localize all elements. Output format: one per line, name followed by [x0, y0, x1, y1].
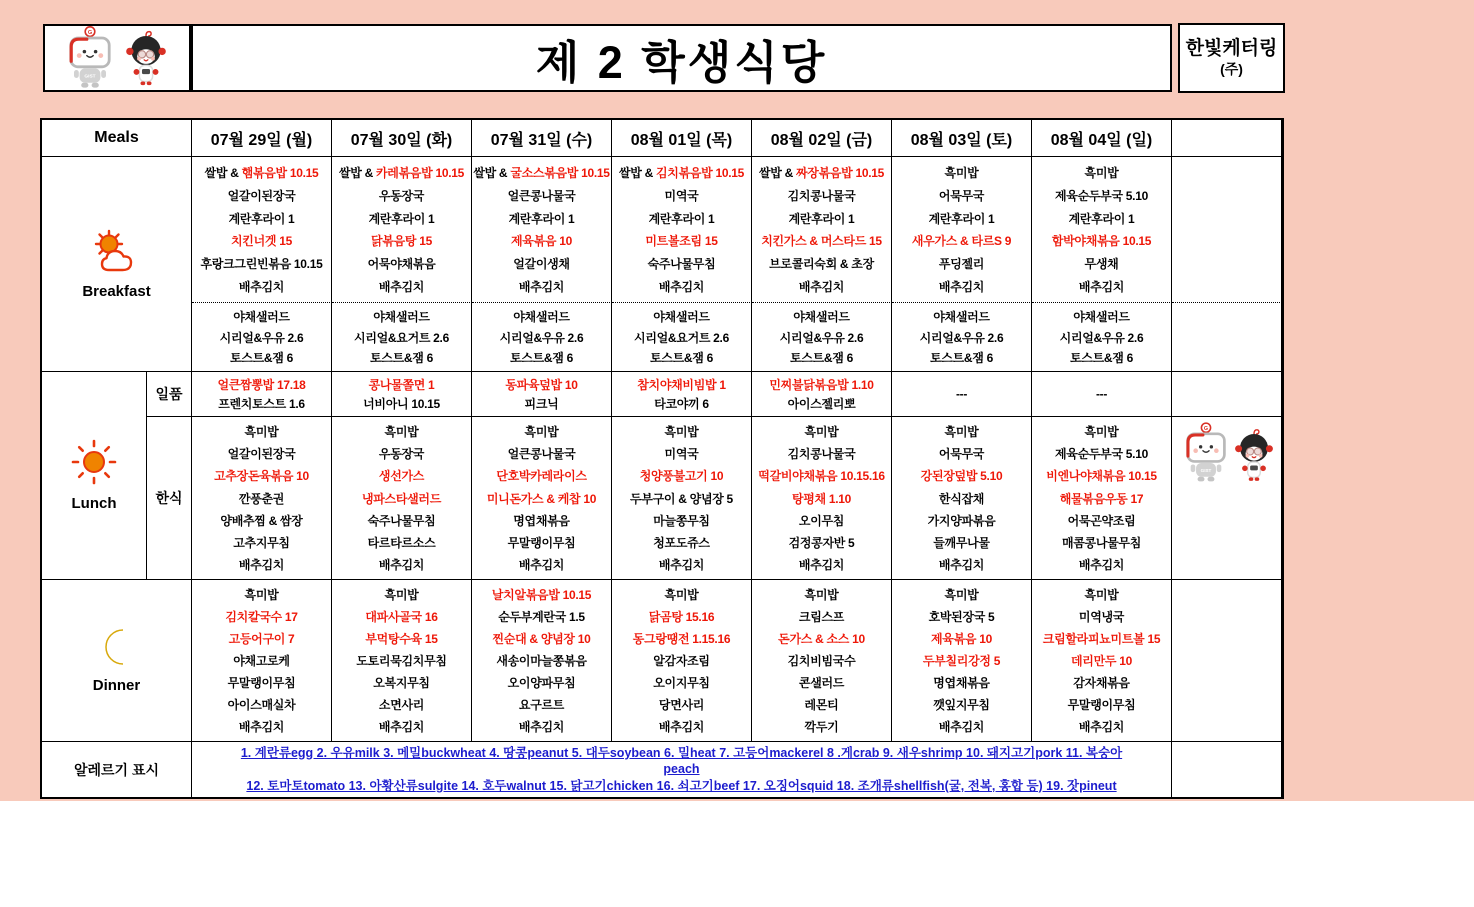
breakfast-top-cell — [892, 157, 1032, 303]
menu-item: 깍두기 — [804, 720, 839, 734]
menu-item: 흑미밥 — [244, 425, 279, 440]
menu-item: 야채샐러드 — [373, 309, 430, 324]
meals-header: Meals — [42, 120, 192, 157]
menu-item: 숙주나물무침 — [367, 513, 436, 528]
lunch-ilpum-cell — [472, 372, 612, 417]
day-header: 07월 31일 (수) — [472, 120, 612, 157]
menu-item: 고추지무침 — [233, 535, 290, 550]
menu-item: 오이지무침 — [653, 676, 710, 690]
menu-item: 찐순대 & 양념장 10 — [492, 632, 591, 646]
menu-item: 쌀밥 & 굴소스볶음밥 10.15 — [473, 165, 610, 180]
lunch-hansik-cell — [612, 417, 752, 580]
breakfast-bottom-cell — [472, 303, 612, 372]
menu-item: 소면사리 — [378, 698, 425, 712]
menu-item: 미니돈가스 & 케찹 10 — [486, 491, 597, 506]
menu-item: 깻잎지무침 — [933, 698, 990, 712]
ilpum-label: 일품 — [147, 372, 192, 417]
menu-item: 제육순두부국 5.10 — [1055, 188, 1148, 203]
menu-item: 크림스프 — [798, 610, 845, 624]
menu-item: --- — [955, 387, 968, 401]
menu-item: 김치칼국수 17 — [225, 610, 298, 624]
menu-item: 양배추찜 & 쌈장 — [220, 513, 303, 528]
menu-item: 푸딩젤리 — [938, 257, 985, 272]
menu-item: 어묵무국 — [938, 447, 985, 462]
menu-item: 토스트&잼 6 — [230, 351, 293, 366]
svg-text:G: G — [87, 30, 93, 36]
menu-item: 야채샐러드 — [513, 309, 570, 324]
menu-item: 프렌치토스트 1.6 — [218, 397, 305, 412]
menu-item: 알감자조림 — [653, 654, 710, 668]
menu-item: 토스트&잼 6 — [790, 351, 853, 366]
menu-item: 생선가스 — [378, 469, 425, 484]
menu-item: 미트볼조림 15 — [645, 234, 718, 249]
menu-item: 오이무침 — [798, 513, 845, 528]
menu-item: 계란후라이 1 — [648, 211, 715, 226]
menu-item: 흑미밥 — [244, 588, 279, 602]
allergy-line: 1. 계란류egg 2. 우유milk 3. 메밀buckwheat 4. 땅콩peanut 5. 대두soybean 6. 밀heat 7. 고등어mackerel 8 .게crab 9. 새우shrimp 10. 돼지고기pork 11. 복숭아 — [240, 745, 1123, 760]
allergy-label: 알레르기 표시 — [42, 742, 192, 797]
menu-item: 계란후라이 1 — [788, 211, 855, 226]
menu-item: 순두부계란국 1.5 — [498, 610, 585, 624]
breakfast-top-cell — [1032, 157, 1172, 303]
menu-item: 타코야끼 6 — [654, 397, 709, 412]
menu-item: 배추김치 — [938, 720, 985, 734]
menu-item: 계란후라이 1 — [368, 211, 435, 226]
menu-item: 배추김치 — [798, 280, 845, 295]
menu-item: 시리얼&요거트 2.6 — [354, 330, 449, 345]
menu-item: 시리얼&우유 2.6 — [219, 330, 304, 345]
breakfast-bottom-cell — [892, 303, 1032, 372]
menu-item: 얼갈이된장국 — [227, 447, 296, 462]
menu-item: 치킨너겟 15 — [231, 234, 292, 249]
menu-item: 배추김치 — [238, 557, 285, 572]
menu-item: 토스트&잼 6 — [1070, 351, 1133, 366]
menu-item: 배추김치 — [1078, 280, 1125, 295]
menu-item: 우동장국 — [378, 447, 425, 462]
menu-item: 배추김치 — [378, 720, 425, 734]
menu-item: 대파사골국 16 — [365, 610, 438, 624]
breakfast-top-cell — [472, 157, 612, 303]
menu-item: 계란후라이 1 — [1068, 211, 1135, 226]
menu-item: 후랑크그린빈볶음 10.15 — [200, 257, 323, 272]
menu-item: 제육볶음 10 — [931, 632, 992, 646]
menu-item: 배추김치 — [518, 280, 565, 295]
sun-behind-cloud-icon — [91, 229, 143, 273]
girl-mascot-icon — [124, 27, 168, 89]
empty-cell — [1172, 580, 1282, 742]
menu-item: 토스트&잼 6 — [650, 351, 713, 366]
day-header: 07월 29일 (월) — [192, 120, 332, 157]
breakfast-top-cell — [192, 157, 332, 303]
menu-item: 얼큰콩나물국 — [507, 188, 576, 203]
menu-item: 치킨가스 & 머스타드 15 — [761, 234, 882, 249]
menu-item: 야채샐러드 — [653, 309, 710, 324]
menu-item: 얼갈이된장국 — [227, 188, 296, 203]
menu-item: 너비아니 10.15 — [363, 397, 440, 412]
lunch-label: Lunch — [71, 495, 117, 512]
hansik-label: 한식 — [147, 417, 192, 580]
menu-item: 가지양파볶음 — [927, 513, 996, 528]
breakfast-bottom-cell — [332, 303, 472, 372]
menu-item: 참치야채비빔밥 1 — [637, 377, 726, 392]
menu-item: 오복지무침 — [373, 676, 430, 690]
menu-item: 새우가스 & 타르S 9 — [911, 234, 1012, 249]
menu-item: 토스트&잼 6 — [370, 351, 433, 366]
svg-text:GIST: GIST — [84, 74, 96, 80]
breakfast-bottom-cell — [192, 303, 332, 372]
menu-item: 토스트&잼 6 — [930, 351, 993, 366]
menu-item: 배추김치 — [238, 280, 285, 295]
menu-item: 어묵야채볶음 — [367, 257, 436, 272]
lunch-hansik-cell — [472, 417, 612, 580]
logo-box — [43, 24, 191, 92]
menu-item: 부먹탕수육 15 — [365, 632, 438, 646]
menu-item: 배추김치 — [1078, 720, 1125, 734]
vendor-suffix: (주) — [1220, 61, 1243, 78]
lunch-hansik-cell — [192, 417, 332, 580]
menu-item: 우동장국 — [378, 188, 425, 203]
breakfast-label: Breakfast — [82, 282, 151, 300]
vendor-name: 한빛케터링 — [1185, 38, 1278, 60]
dinner-label-cell — [42, 580, 192, 742]
breakfast-top-cell — [332, 157, 472, 303]
menu-item: 야채샐러드 — [1073, 309, 1130, 324]
dinner-cell — [192, 580, 332, 742]
menu-item: 요구르트 — [518, 698, 565, 712]
menu-item: 배추김치 — [658, 557, 705, 572]
menu-item: 타르타르소스 — [367, 535, 436, 550]
lunch-ilpum-cell — [892, 372, 1032, 417]
menu-item: 쌀밥 & 햄볶음밥 10.15 — [204, 165, 319, 180]
lunch-hansik-cell — [752, 417, 892, 580]
menu-item: 얼갈이생채 — [513, 257, 570, 272]
menu-item: 배추김치 — [938, 557, 985, 572]
menu-item: 고등어구이 7 — [228, 632, 295, 646]
menu-item: 돈가스 & 소스 10 — [778, 632, 865, 646]
menu-item: 도토리묵김치무침 — [356, 654, 447, 668]
day-header: 07월 30일 (화) — [332, 120, 472, 157]
menu-item: 청양풍불고기 10 — [639, 469, 724, 484]
dinner-cell — [472, 580, 612, 742]
menu-item: 떡갈비야채볶음 10.15.16 — [758, 469, 885, 484]
menu-item: 배추김치 — [378, 280, 425, 295]
menu-item: 계란후라이 1 — [928, 211, 995, 226]
menu-item: 명엽채볶음 — [933, 676, 990, 690]
menu-item: 들깨무나물 — [933, 535, 990, 550]
menu-item: 쌀밥 & 짜장볶음밥 10.15 — [758, 165, 885, 180]
allergy-info — [192, 742, 1172, 797]
menu-item: 김치콩나물국 — [787, 447, 856, 462]
menu-item: 어묵무국 — [938, 188, 985, 203]
menu-item: 얼큰콩나물국 — [507, 447, 576, 462]
robot-mascot-icon — [1183, 422, 1229, 484]
menu-item: 야채고로케 — [233, 654, 290, 668]
crescent-moon-icon — [97, 627, 137, 667]
menu-item: 고추장돈육볶음 10 — [214, 469, 309, 484]
menu-item: 흑미밥 — [1084, 165, 1119, 180]
day-header: 08월 01일 (목) — [612, 120, 752, 157]
menu-item: 야채샐러드 — [793, 309, 850, 324]
breakfast-bottom-cell — [752, 303, 892, 372]
robot-mascot-icon — [66, 25, 114, 91]
svg-text:G: G — [1203, 426, 1209, 432]
menu-item: 김치콩나물국 — [787, 188, 856, 203]
menu-item: 제육순두부국 5.10 — [1055, 447, 1148, 462]
menu-item: 크림할라피뇨미트볼 15 — [1042, 632, 1161, 646]
menu-item: 닭볶음탕 15 — [371, 234, 432, 249]
breakfast-bottom-cell — [1032, 303, 1172, 372]
lunch-hansik-cell — [1032, 417, 1172, 580]
empty-cell — [1172, 120, 1282, 157]
allergy-line: 12. 토마토tomato 13. 아황산류sulgite 14. 호두walnut 15. 닭고기chicken 16. 쇠고기beef 17. 오징어squid 18. 조개류shellfish(굴, 전복, 홍합 등) 19. 잣pineut — [246, 778, 1117, 793]
menu-item: 흑미밥 — [1084, 588, 1119, 602]
empty-cell — [1172, 742, 1282, 797]
menu-item: 매콤콩나물무침 — [1061, 535, 1142, 550]
menu-item: 시리얼&우유 2.6 — [499, 330, 584, 345]
menu-item: --- — [1095, 387, 1108, 401]
menu-item: 배추김치 — [1078, 557, 1125, 572]
menu-item: 비엔나야채볶음 10.15 — [1046, 469, 1157, 484]
menu-item: 배추김치 — [658, 720, 705, 734]
menu-item: 배추김치 — [518, 557, 565, 572]
breakfast-bottom-cell — [612, 303, 752, 372]
menu-item: 흑미밥 — [664, 425, 699, 440]
menu-item: 콘샐러드 — [798, 676, 845, 690]
menu-item: 토스트&잼 6 — [510, 351, 573, 366]
title-box — [191, 24, 1172, 92]
menu-item: 피크닉 — [524, 397, 559, 412]
menu-item: 닭곰탕 15.16 — [648, 610, 715, 624]
menu-item: 브로콜리숙회 & 초장 — [769, 257, 874, 272]
lunch-ilpum-cell — [752, 372, 892, 417]
menu-item: 시리얼&우유 2.6 — [779, 330, 864, 345]
menu-item: 동파육덮밥 10 — [505, 377, 578, 392]
side-mascots — [1183, 422, 1275, 484]
lunch-hansik-cell — [892, 417, 1032, 580]
menu-item: 얼큰짬뽕밥 17.18 — [217, 377, 306, 392]
menu-item: 흑미밥 — [524, 425, 559, 440]
lunch-hansik-cell — [332, 417, 472, 580]
menu-item: 쌀밥 & 카레볶음밥 10.15 — [338, 165, 465, 180]
lunch-ilpum-cell — [332, 372, 472, 417]
menu-item: 숙주나물무침 — [647, 257, 716, 272]
menu-item: 배추김치 — [658, 280, 705, 295]
dinner-cell — [332, 580, 472, 742]
menu-item: 호박된장국 5 — [928, 610, 995, 624]
menu-item: 계란후라이 1 — [228, 211, 295, 226]
breakfast-label-cell — [42, 157, 192, 372]
menu-item: 흑미밥 — [944, 588, 979, 602]
day-header: 08월 02일 (금) — [752, 120, 892, 157]
menu-item: 미역냉국 — [1078, 610, 1125, 624]
menu-item: 강된장덮밥 5.10 — [920, 469, 1003, 484]
menu-item: 한식잡채 — [938, 491, 985, 506]
menu-item: 무말랭이무침 — [1067, 698, 1136, 712]
menu-item: 해물볶음우동 17 — [1059, 491, 1144, 506]
empty-cell — [1172, 157, 1282, 303]
menu-item: 시리얼&우유 2.6 — [1059, 330, 1144, 345]
dinner-cell — [1032, 580, 1172, 742]
lunch-ilpum-cell — [192, 372, 332, 417]
girl-mascot-icon — [1233, 426, 1275, 484]
menu-item: 무말랭이무침 — [227, 676, 296, 690]
menu-item: 새송이마늘쫑볶음 — [496, 654, 587, 668]
menu-item: 야채샐러드 — [233, 309, 290, 324]
sun-icon — [71, 439, 117, 485]
menu-item: 김치비빔국수 — [787, 654, 856, 668]
menu-item: 당면사리 — [658, 698, 705, 712]
menu-item: 제육볶음 10 — [511, 234, 572, 249]
menu-item: 데리만두 10 — [1071, 654, 1132, 668]
menu-item: 청포도쥬스 — [653, 535, 710, 550]
page-title: 제 2 학생식당 — [535, 36, 828, 88]
menu-table — [40, 118, 1284, 799]
lunch-label-cell — [42, 372, 147, 580]
menu-item: 명엽채볶음 — [513, 513, 570, 528]
menu-item: 두부구이 & 양념장 5 — [630, 491, 733, 506]
menu-item: 두부칠리강정 5 — [922, 654, 1001, 668]
empty-cell — [1172, 372, 1282, 417]
menu-item: 배추김치 — [518, 720, 565, 734]
menu-item: 흑미밥 — [944, 165, 979, 180]
lunch-ilpum-cell — [1032, 372, 1172, 417]
menu-item: 함박야채볶음 10.15 — [1051, 234, 1152, 249]
menu-item: 흑미밥 — [804, 425, 839, 440]
menu-item: 배추김치 — [938, 280, 985, 295]
menu-item: 아이스매실차 — [227, 698, 296, 712]
menu-item: 미역국 — [664, 447, 699, 462]
empty-cell — [1172, 303, 1282, 372]
menu-item: 흑미밥 — [384, 588, 419, 602]
menu-item: 흑미밥 — [384, 425, 419, 440]
day-header: 08월 04일 (일) — [1032, 120, 1172, 157]
menu-item: 미역국 — [664, 188, 699, 203]
menu-item: 시리얼&우유 2.6 — [919, 330, 1004, 345]
menu-item: 쌀밥 & 김치볶음밥 10.15 — [618, 165, 745, 180]
menu-item: 탕평채 1.10 — [791, 491, 852, 506]
svg-text:GIST: GIST — [1200, 467, 1212, 473]
menu-item: 흑미밥 — [1084, 425, 1119, 440]
breakfast-top-cell — [612, 157, 752, 303]
menu-item: 배추김치 — [378, 557, 425, 572]
menu-item: 흑미밥 — [664, 588, 699, 602]
menu-item: 검정콩자반 5 — [788, 535, 855, 550]
menu-item: 오이양파무침 — [507, 676, 576, 690]
menu-item: 레몬티 — [804, 698, 839, 712]
menu-item: 계란후라이 1 — [508, 211, 575, 226]
menu-item: 배추김치 — [238, 720, 285, 734]
menu-item: 냉파스타샐러드 — [361, 491, 442, 506]
menu-item: 마늘쫑무침 — [653, 513, 710, 528]
menu-item: 동그랑땡전 1.15.16 — [632, 632, 731, 646]
menu-item: 감자채볶음 — [1073, 676, 1130, 690]
menu-item: 단호박카레라이스 — [496, 469, 587, 484]
allergy-line: peach — [663, 762, 700, 777]
dinner-cell — [752, 580, 892, 742]
menu-item: 무생채 — [1084, 257, 1119, 272]
menu-item: 날치알볶음밥 10.15 — [491, 588, 592, 602]
lunch-ilpum-cell — [612, 372, 752, 417]
menu-item: 민찌불닭볶음밥 1.10 — [769, 377, 874, 392]
menu-item: 아이스젤리뽀 — [787, 397, 856, 412]
dinner-cell — [892, 580, 1032, 742]
menu-item: 흑미밥 — [944, 425, 979, 440]
menu-item: 깐풍춘권 — [238, 491, 285, 506]
breakfast-top-cell — [752, 157, 892, 303]
dinner-cell — [612, 580, 752, 742]
day-header: 08월 03일 (토) — [892, 120, 1032, 157]
menu-item: 어묵곤약조림 — [1067, 513, 1136, 528]
vendor-box — [1178, 23, 1285, 93]
menu-item: 흑미밥 — [804, 588, 839, 602]
menu-item: 시리얼&요거트 2.6 — [634, 330, 729, 345]
menu-item: 야채샐러드 — [933, 309, 990, 324]
menu-item: 무말랭이무침 — [507, 535, 576, 550]
menu-item: 콩나물쫄면 1 — [368, 377, 435, 392]
dinner-label: Dinner — [92, 677, 141, 694]
menu-item: 배추김치 — [798, 557, 845, 572]
